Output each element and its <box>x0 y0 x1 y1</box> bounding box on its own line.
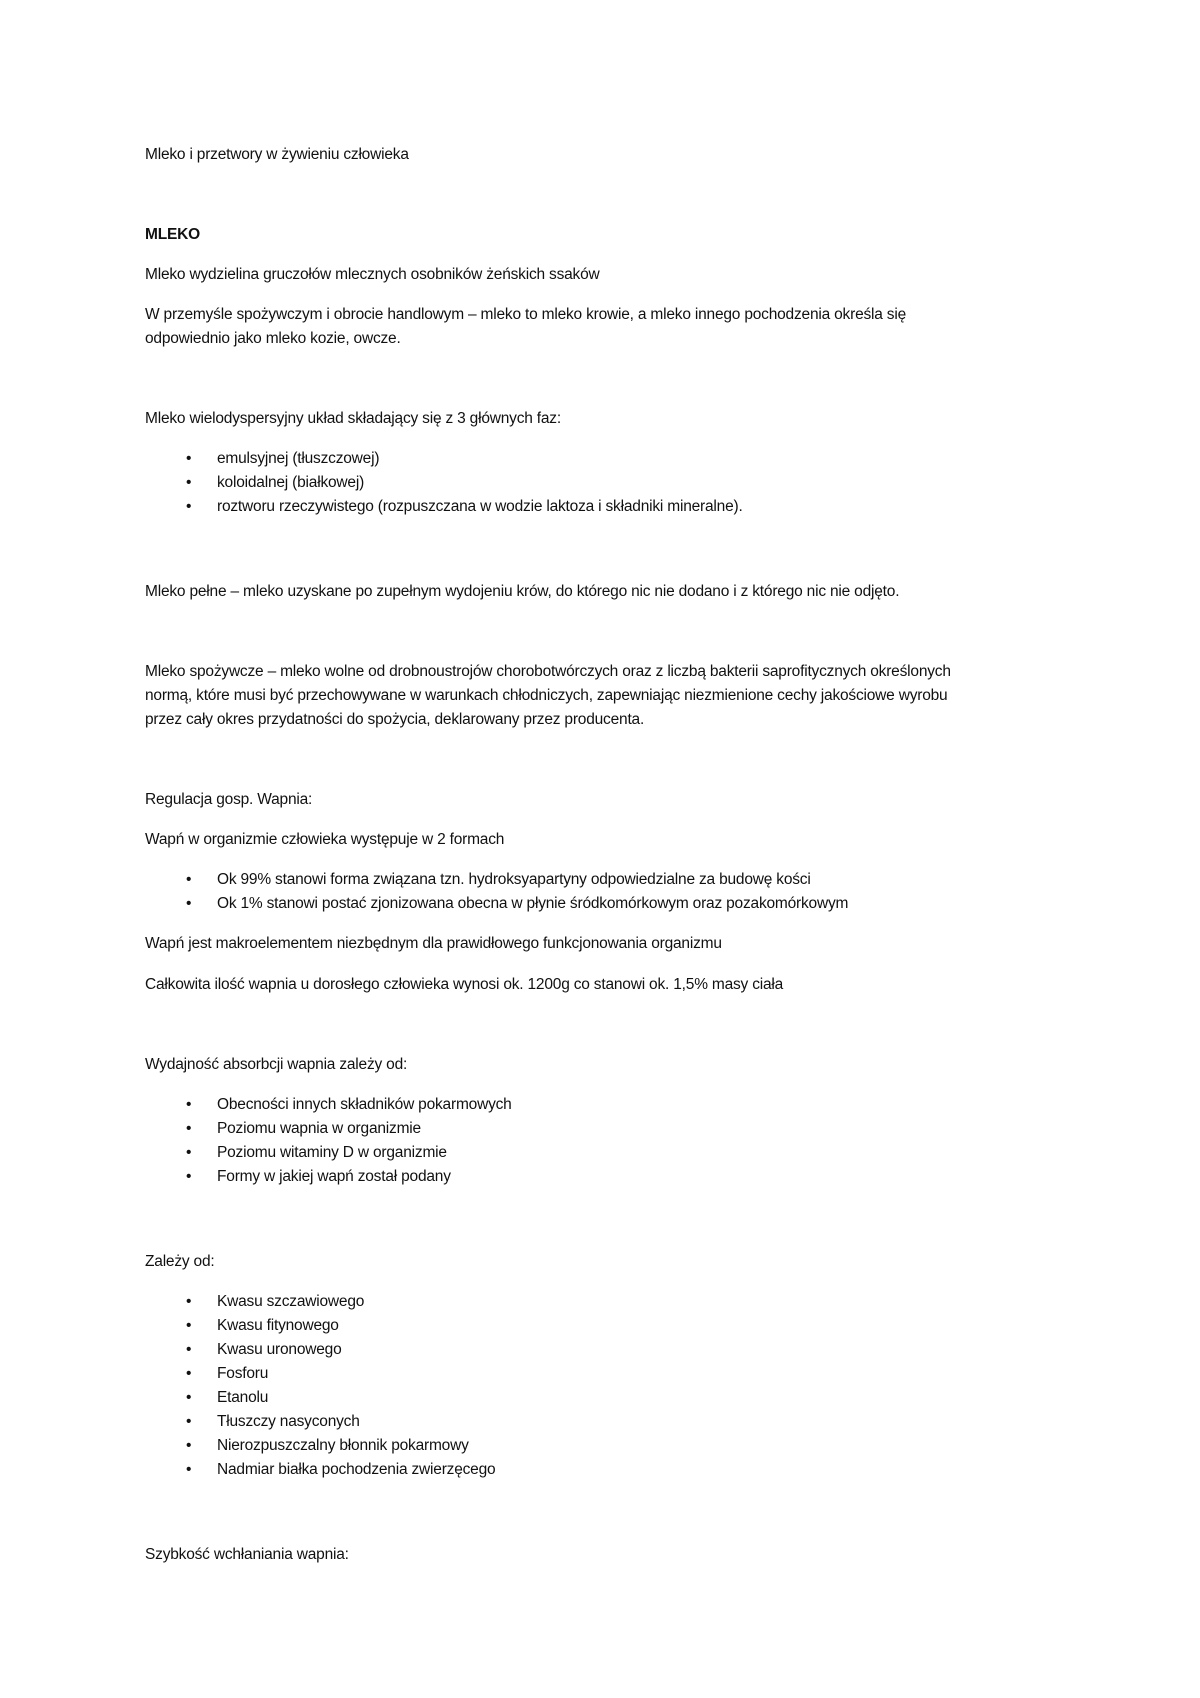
bullet-icon: • <box>186 474 192 491</box>
list-item: • koloidalnej (białkowej) <box>145 471 743 495</box>
list-item: • emulsyjnej (tłuszczowej) <box>145 447 743 471</box>
document-title: Mleko i przetwory w żywieniu człowieka <box>145 146 409 163</box>
list-item: • Nadmiar białka pochodzenia zwierzęcego <box>145 1458 495 1482</box>
absorption-speed-heading: Szybkość wchłaniania wapnia: <box>145 1546 349 1563</box>
milk-definition: Mleko wydzielina gruczołów mlecznych osobników żeńskich ssaków <box>145 266 600 283</box>
phases-list <box>145 447 743 519</box>
depends-factors-list <box>145 1290 495 1482</box>
full-milk-definition: Mleko pełne – mleko uzyskane po zupełnym wydojeniu krów, do którego nic nie dodano i z którego nic nie odjęto. <box>145 583 900 600</box>
paragraph-line: Mleko spożywcze – mleko wolne od drobnoustrojów chorobotwórczych oraz z liczbą bakterii saprofitycznych określonych <box>145 663 951 680</box>
bullet-icon: • <box>186 1293 192 1310</box>
paragraph-line: przez cały okres przydatności do spożycia, deklarowany przez producenta. <box>145 711 645 728</box>
consumer-milk-paragraph <box>145 660 1065 732</box>
section-heading-mleko: MLEKO <box>145 226 200 243</box>
list-item: • Kwasu uronowego <box>145 1338 495 1362</box>
paragraph-line: normą, które musi być przechowywane w warunkach chłodniczych, zapewniając niezmienione cechy jakościowe wyrobu <box>145 687 948 704</box>
bullet-icon: • <box>186 1120 192 1137</box>
list-item: • Poziomu witaminy D w organizmie <box>145 1141 512 1165</box>
list-item: • Formy w jakiej wapń został podany <box>145 1165 512 1189</box>
bullet-icon: • <box>186 1144 192 1161</box>
list-item: • Obecności innych składników pokarmowych <box>145 1093 512 1117</box>
bullet-icon: • <box>186 1389 192 1406</box>
absorption-intro: Wydajność absorbcji wapnia zależy od: <box>145 1056 408 1073</box>
bullet-icon: • <box>186 895 192 912</box>
list-item: • Tłuszczy nasyconych <box>145 1410 495 1434</box>
list-item: • Ok 99% stanowi forma związana tzn. hydroksyapartyny odpowiedzialne za budowę kości <box>145 868 848 892</box>
calcium-total: Całkowita ilość wapnia u dorosłego człowieka wynosi ok. 1200g co stanowi ok. 1,5% masy ciała <box>145 976 784 993</box>
absorption-factors-list <box>145 1093 512 1189</box>
paragraph-line: W przemyśle spożywczym i obrocie handlowym – mleko to mleko krowie, a mleko innego pochodzenia określa się <box>145 306 907 323</box>
bullet-icon: • <box>186 1096 192 1113</box>
list-item: • Kwasu fitynowego <box>145 1314 495 1338</box>
bullet-icon: • <box>186 498 192 515</box>
list-item: • Poziomu wapnia w organizmie <box>145 1117 512 1141</box>
list-item: • Kwasu szczawiowego <box>145 1290 495 1314</box>
bullet-icon: • <box>186 1341 192 1358</box>
bullet-icon: • <box>186 871 192 888</box>
calcium-forms-intro: Wapń w organizmie człowieka występuje w 2 formach <box>145 831 505 848</box>
calcium-forms-list <box>145 868 848 916</box>
calcium-macroelement: Wapń jest makroelementem niezbędnym dla prawidłowego funkcjonowania organizmu <box>145 935 722 952</box>
list-item: • Ok 1% stanowi postać zjonizowana obecna w płynie śródkomórkowym oraz pozakomórkowym <box>145 892 848 916</box>
bullet-icon: • <box>186 1317 192 1334</box>
bullet-icon: • <box>186 1413 192 1430</box>
list-item: • Nierozpuszczalny błonnik pokarmowy <box>145 1434 495 1458</box>
list-item: • Etanolu <box>145 1386 495 1410</box>
bullet-icon: • <box>186 450 192 467</box>
bullet-icon: • <box>186 1365 192 1382</box>
bullet-icon: • <box>186 1437 192 1454</box>
list-item: • Fosforu <box>145 1362 495 1386</box>
phases-intro: Mleko wielodyspersyjny układ składający się z 3 głównych faz: <box>145 410 561 427</box>
calcium-regulation-heading: Regulacja gosp. Wapnia: <box>145 791 313 808</box>
list-item: • roztworu rzeczywistego (rozpuszczana w wodzie laktoza i składniki mineralne). <box>145 495 743 519</box>
bullet-icon: • <box>186 1168 192 1185</box>
bullet-icon: • <box>186 1461 192 1478</box>
industry-paragraph <box>145 303 1065 351</box>
depends-intro: Zależy od: <box>145 1253 215 1270</box>
paragraph-line: odpowiednio jako mleko kozie, owcze. <box>145 330 401 347</box>
